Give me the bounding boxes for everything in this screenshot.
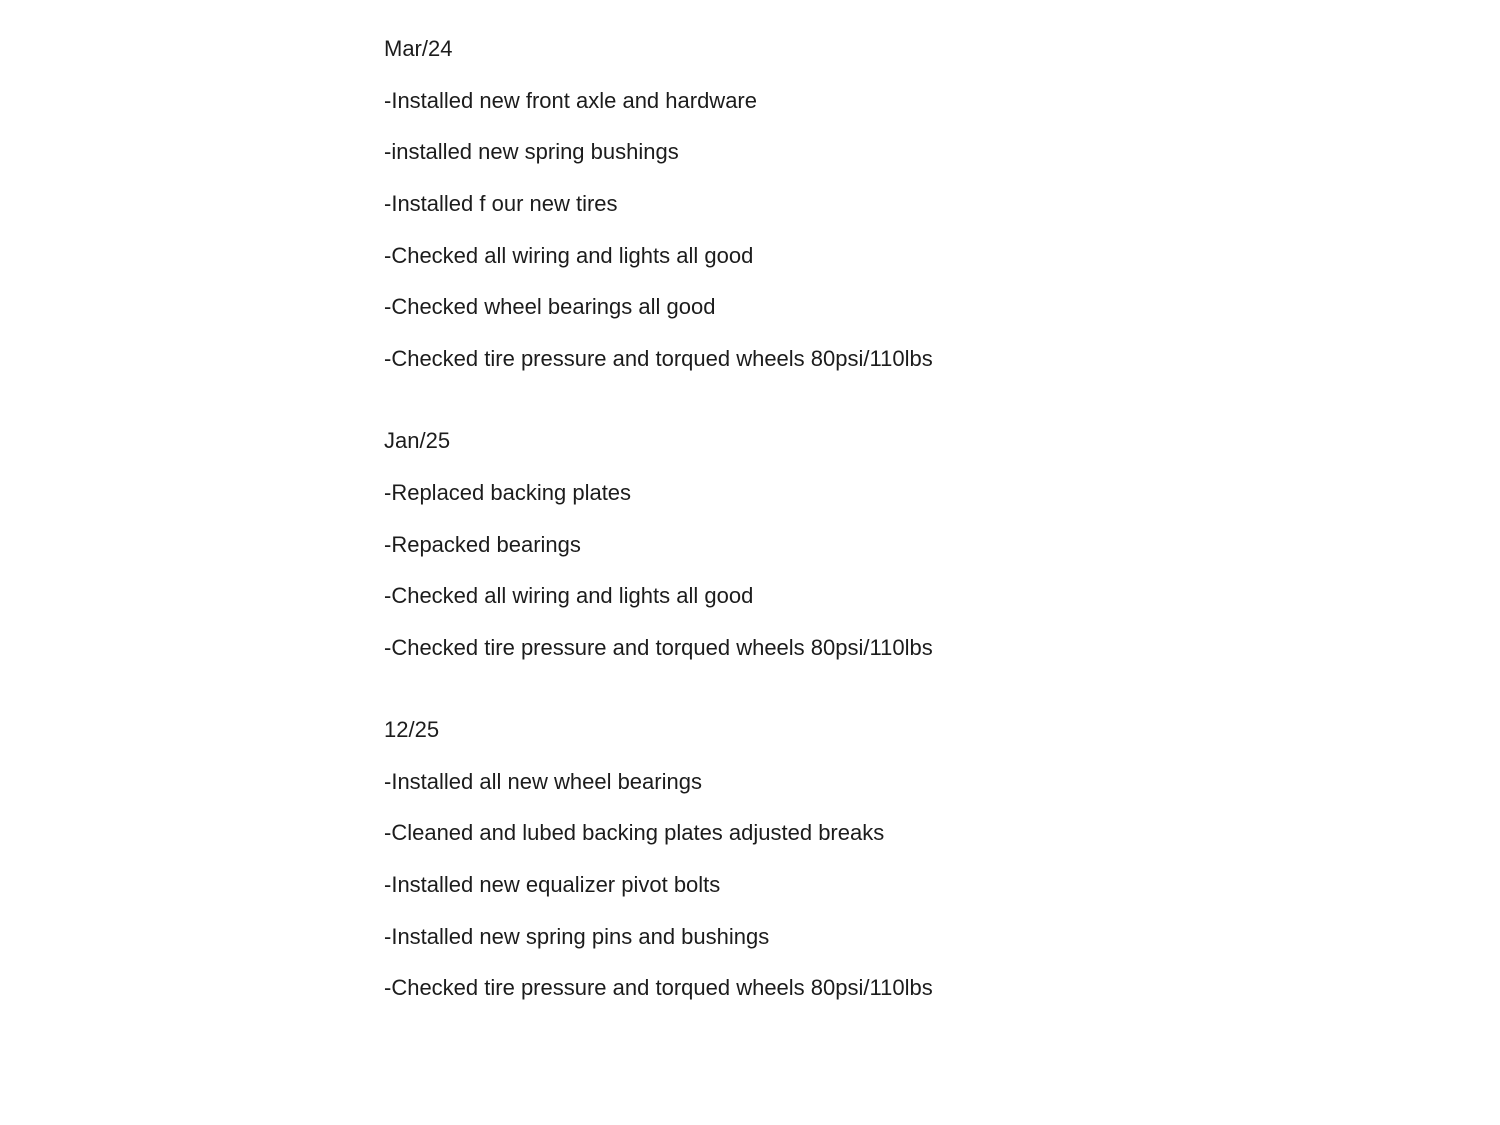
- log-item: -Checked all wiring and lights all good: [384, 583, 754, 609]
- maintenance-log: [384, 34, 1284, 1003]
- log-item: -Installed new front axle and hardware: [384, 87, 757, 113]
- section-date: Jan/25: [384, 428, 451, 454]
- log-item: -Replaced backing plates: [384, 479, 632, 505]
- log-item: -Checked tire pressure and torqued wheels 80psi/110lbs: [384, 975, 933, 1001]
- section-date: 12/25: [384, 716, 440, 742]
- log-item: -Checked tire pressure and torqued wheels 80psi/110lbs: [384, 634, 933, 660]
- log-item: -installed new spring bushings: [384, 139, 679, 165]
- log-item: -Checked all wiring and lights all good: [384, 242, 754, 268]
- log-item: -Repacked bearings: [384, 531, 581, 557]
- log-section-12-25: [384, 715, 1284, 1003]
- log-section-mar-24: [384, 34, 1284, 374]
- section-date: Mar/24: [384, 36, 453, 61]
- log-item: -Checked wheel bearings all good: [384, 294, 716, 320]
- log-item: -Installed new equalizer pivot bolts: [384, 871, 721, 897]
- log-section-jan-25: [384, 426, 1284, 663]
- log-item: -Checked tire pressure and torqued wheels 80psi/110lbs: [384, 346, 933, 372]
- log-item: -Installed new spring pins and bushings: [384, 923, 770, 949]
- log-item: -Installed all new wheel bearings: [384, 768, 702, 794]
- log-item: -Cleaned and lubed backing plates adjusted breaks: [384, 820, 885, 846]
- log-item: -Installed f our new tires: [384, 191, 618, 217]
